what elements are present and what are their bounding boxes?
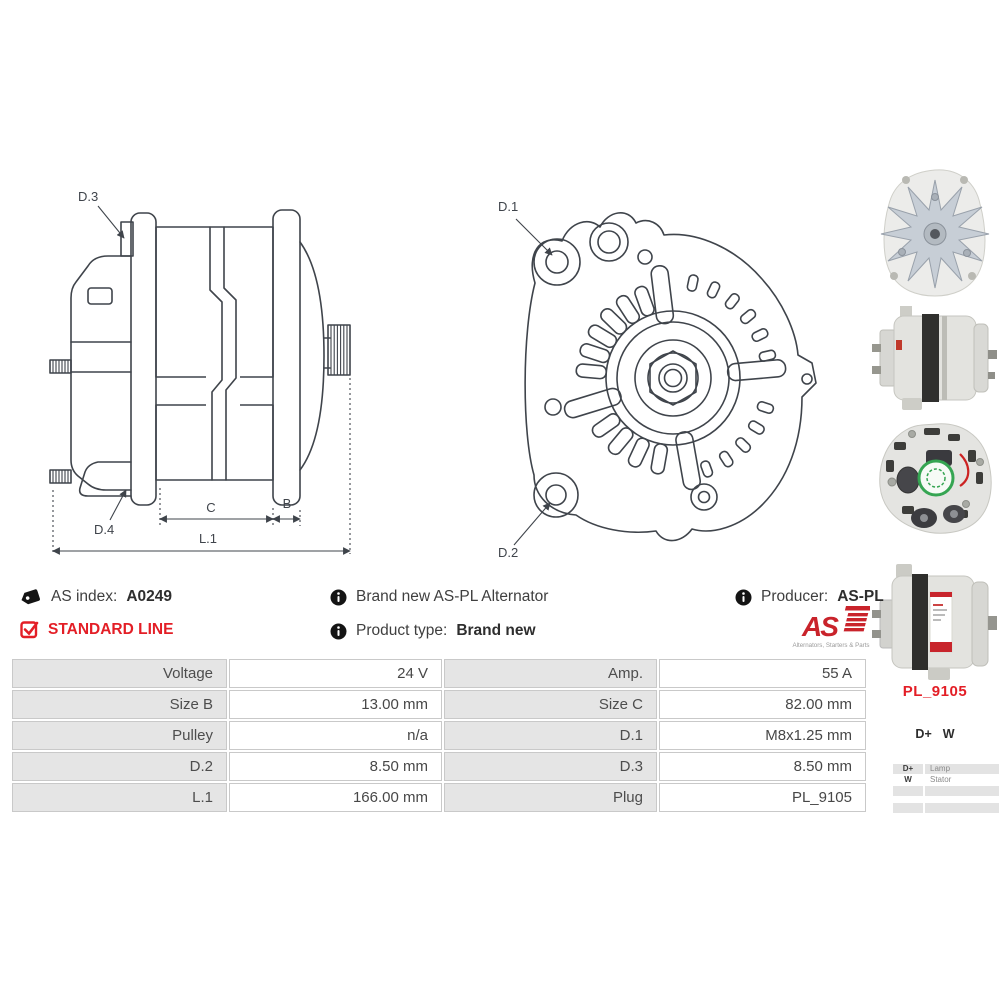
- producer-label: Producer:: [761, 588, 829, 605]
- product-photo-side-label: [872, 560, 998, 689]
- logo-tagline: Alternators, Starters & Parts: [792, 642, 870, 649]
- spec-label: Size B: [12, 690, 227, 719]
- spec-label: Pulley: [12, 721, 227, 750]
- side-view-diagram: [38, 170, 370, 562]
- spec-value: n/a: [229, 721, 442, 750]
- as-index-label: AS index:: [51, 588, 118, 605]
- terminal-desc: [925, 786, 999, 796]
- terminal-code: [893, 797, 923, 802]
- standard-line-row: [20, 620, 173, 639]
- terminal-table: [893, 764, 999, 814]
- terminal-desc: [925, 797, 999, 802]
- logo-text: AS: [802, 611, 837, 642]
- terminal-desc: [925, 803, 999, 813]
- as-index-row: [20, 586, 172, 608]
- standard-line-badge: STANDARD LINE: [48, 620, 174, 638]
- info-icon: [330, 623, 347, 640]
- tag-icon: [20, 586, 42, 608]
- spec-label: D.1: [444, 721, 657, 750]
- terminal-row: [893, 764, 999, 774]
- spec-value: 8.50 mm: [229, 752, 442, 781]
- terminal-code: [893, 786, 923, 796]
- producer-row: [735, 588, 884, 606]
- product-type-label: Product type:: [356, 622, 448, 639]
- spec-value: M8x1.25 mm: [659, 721, 866, 750]
- terminal-row: [893, 786, 999, 796]
- spec-label: Plug: [444, 783, 657, 812]
- terminal-row: [893, 775, 999, 785]
- spec-value: 55 A: [659, 659, 866, 688]
- product-photo-rear: [872, 416, 998, 543]
- checked-checkbox-icon: [20, 620, 39, 639]
- producer-value: AS-PL: [837, 588, 884, 605]
- alternator-side-photo-illustration: [872, 300, 998, 414]
- spec-label: D.2: [12, 752, 227, 781]
- spec-value: 8.50 mm: [659, 752, 866, 781]
- as-pl-logo: [788, 606, 870, 650]
- spec-value: PL_9105: [659, 783, 866, 812]
- terminal-desc: Stator: [930, 775, 952, 784]
- dim-label-c: C: [206, 500, 216, 515]
- alternator-front-photo-illustration: [872, 160, 998, 302]
- terminal-desc: Lamp: [925, 764, 999, 774]
- description-row: [330, 588, 548, 606]
- spec-label: D.3: [444, 752, 657, 781]
- terminal-labels: [872, 727, 998, 741]
- product-type-row: [330, 622, 536, 640]
- dim-label-l1: L.1: [198, 531, 218, 546]
- terminal-code: D+: [893, 764, 923, 774]
- spec-label: Voltage: [12, 659, 227, 688]
- terminal-row: [893, 797, 999, 802]
- dim-label-d4: D.4: [94, 522, 115, 537]
- product-photo-front: [872, 160, 998, 307]
- product-photo-side: [872, 300, 998, 419]
- product-description: Brand new AS-PL Alternator: [356, 588, 549, 605]
- info-icon: [330, 589, 347, 606]
- terminal-dplus: D+: [915, 727, 932, 741]
- plug-code: PL_9105: [902, 683, 968, 700]
- spec-value: 24 V: [229, 659, 442, 688]
- spec-table: [12, 659, 868, 812]
- alternator-labeled-photo-illustration: [872, 560, 998, 684]
- dim-label-b: B: [282, 496, 292, 511]
- as-index-value: A0249: [126, 588, 173, 605]
- alternator-rear-photo-illustration: [872, 416, 998, 538]
- terminal-code: W: [904, 775, 912, 784]
- dim-label-d1: D.1: [498, 199, 519, 214]
- spec-value: 82.00 mm: [659, 690, 866, 719]
- spec-label: Size C: [444, 690, 657, 719]
- dim-label-d3: D.3: [78, 189, 99, 204]
- terminal-w: W: [942, 727, 955, 741]
- terminal-row: [893, 803, 999, 813]
- spec-label: L.1: [12, 783, 227, 812]
- dim-label-d2: D.2: [498, 545, 519, 560]
- product-type-value: Brand new: [456, 622, 536, 639]
- spec-value: 166.00 mm: [229, 783, 442, 812]
- info-icon: [735, 589, 752, 606]
- spec-label: Amp.: [444, 659, 657, 688]
- spec-value: 13.00 mm: [229, 690, 442, 719]
- terminal-code: [893, 803, 923, 813]
- front-view-diagram: [478, 183, 850, 583]
